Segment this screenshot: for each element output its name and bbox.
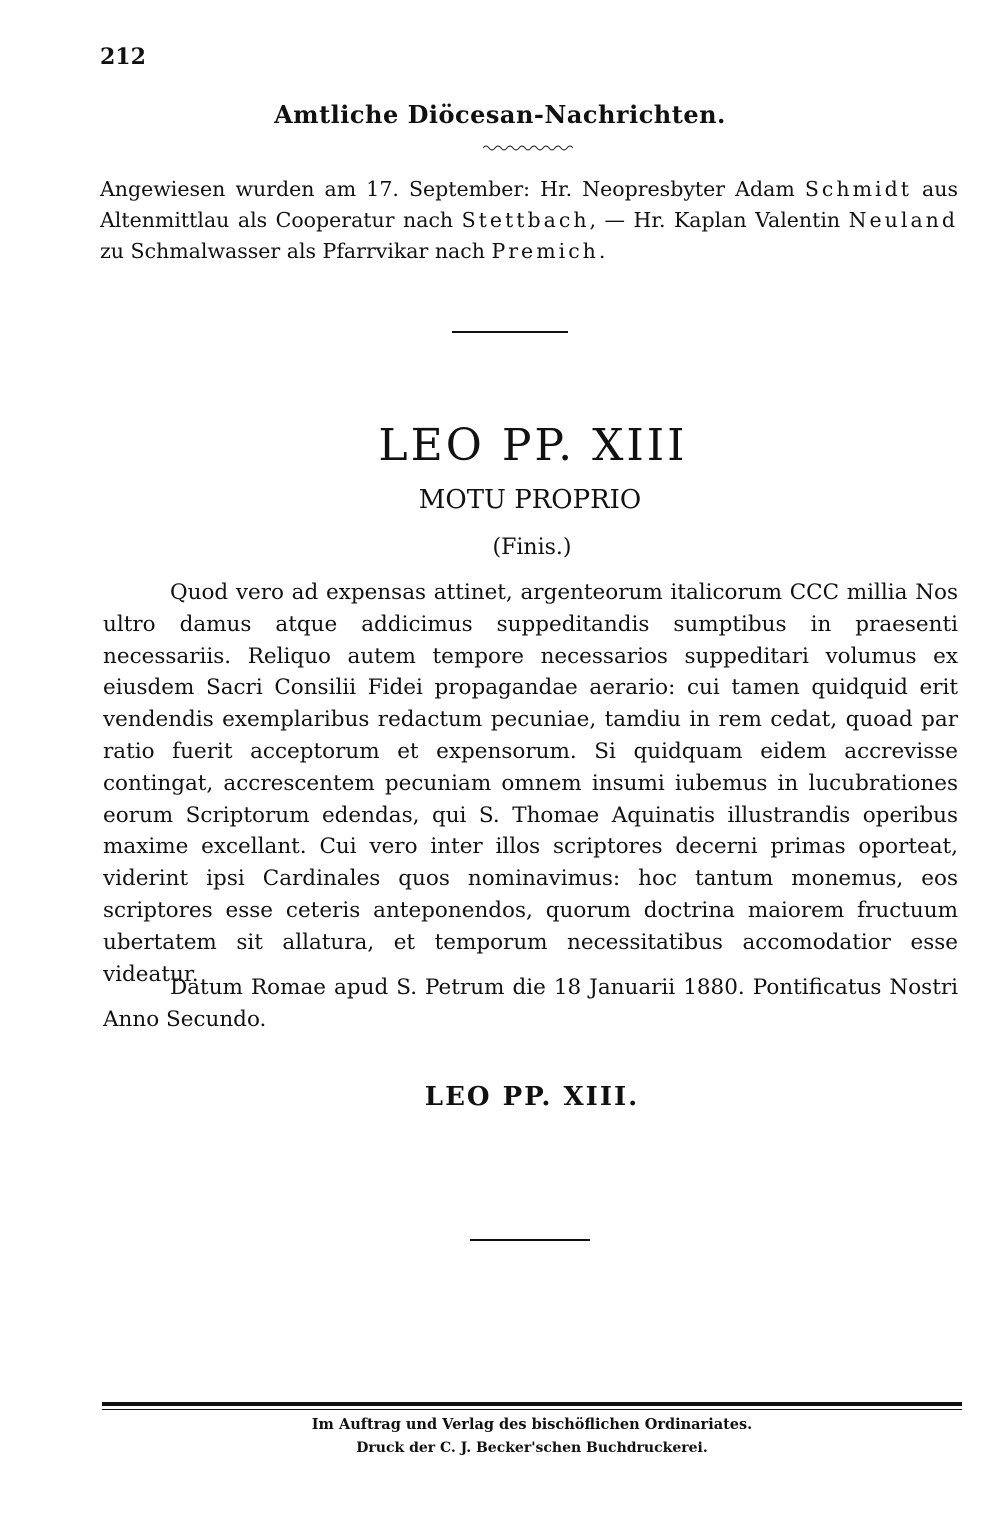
document-subtitle: (Finis.)	[492, 535, 572, 560]
imprint-line-1: Im Auftrag und Verlag des bischöflichen Ordinariates.	[311, 1416, 753, 1433]
notice-name-schmidt: Schmidt	[804, 177, 912, 201]
notice-name-neuland: Neuland	[848, 208, 958, 232]
footer-rule	[102, 1402, 962, 1406]
document-title: MOTU PROPRIO	[418, 485, 642, 515]
section-divider	[452, 331, 568, 333]
notice-intro: Angewiesen wurden am 17. September: Hr. Neopresbyter Adam	[100, 177, 805, 201]
closing-divider	[470, 1239, 590, 1241]
imprint-line-2: Druck der C. J. Becker'schen Buchdruckerei.	[356, 1440, 708, 1456]
notice-mid-3: zu Schmalwasser als Pfarrvikar nach	[100, 239, 492, 263]
body-paragraph: Quod vero ad expensas attinet, argenteorum italicorum CCC millia Nos ultro damus atque addicimus suppeditandis sumptibus in praesenti necessariis. Reliquo autem tempore necessarios suppeditari volumus ex eiusdem Sacri Consilii Fidei propagandae aerario: cui tamen quidquid erit vendendis exemplaribus redactum pecuniae, tamdiu in rem cedat, quoad par ratio fuerit acceptorum et expensorum. Si quidquam eidem accrevisse contingat, accrescentem pecuniam omnem insumi iubemus in lucubrationes eorum Scriptorum edendas, qui S. Thomae Aquinatis illustrandis operibus maxime excellant. Cui vero inter illos scriptores decerni primas oporteat, viderint ipsi Cardinales quos nominavimus: hoc tantum monemus, eos scriptores esse ceteris anteponendos, quorum doctrina maiorem fructuum ubertatem sit allatura, et temporum necessitatibus accomodatior esse videatur.	[103, 580, 958, 987]
wavy-ornament	[483, 144, 573, 152]
dating-paragraph: Datum Romae apud S. Petrum die 18 Januarii 1880. Pontificatus Nostri Anno Secundo.	[103, 975, 958, 1032]
notice-place-stettbach: Stettbach	[461, 208, 590, 232]
papal-signature: LEO PP. XIII.	[424, 1082, 640, 1112]
notice-end: .	[598, 239, 606, 263]
notice-mid-2: , — Hr. Kaplan Valentin	[589, 208, 849, 232]
page-number: 212	[100, 44, 146, 70]
pope-title: LEO PP. XIII	[378, 420, 688, 471]
footer-rule-thin	[102, 1409, 962, 1410]
notice-mid-1: aus Altenmittlau als Cooperatur nach	[100, 177, 958, 232]
running-head: Amtliche Diöcesan-Nachrichten.	[274, 100, 726, 129]
appointment-notice	[100, 174, 958, 267]
notice-place-premich: Premich	[491, 239, 599, 263]
